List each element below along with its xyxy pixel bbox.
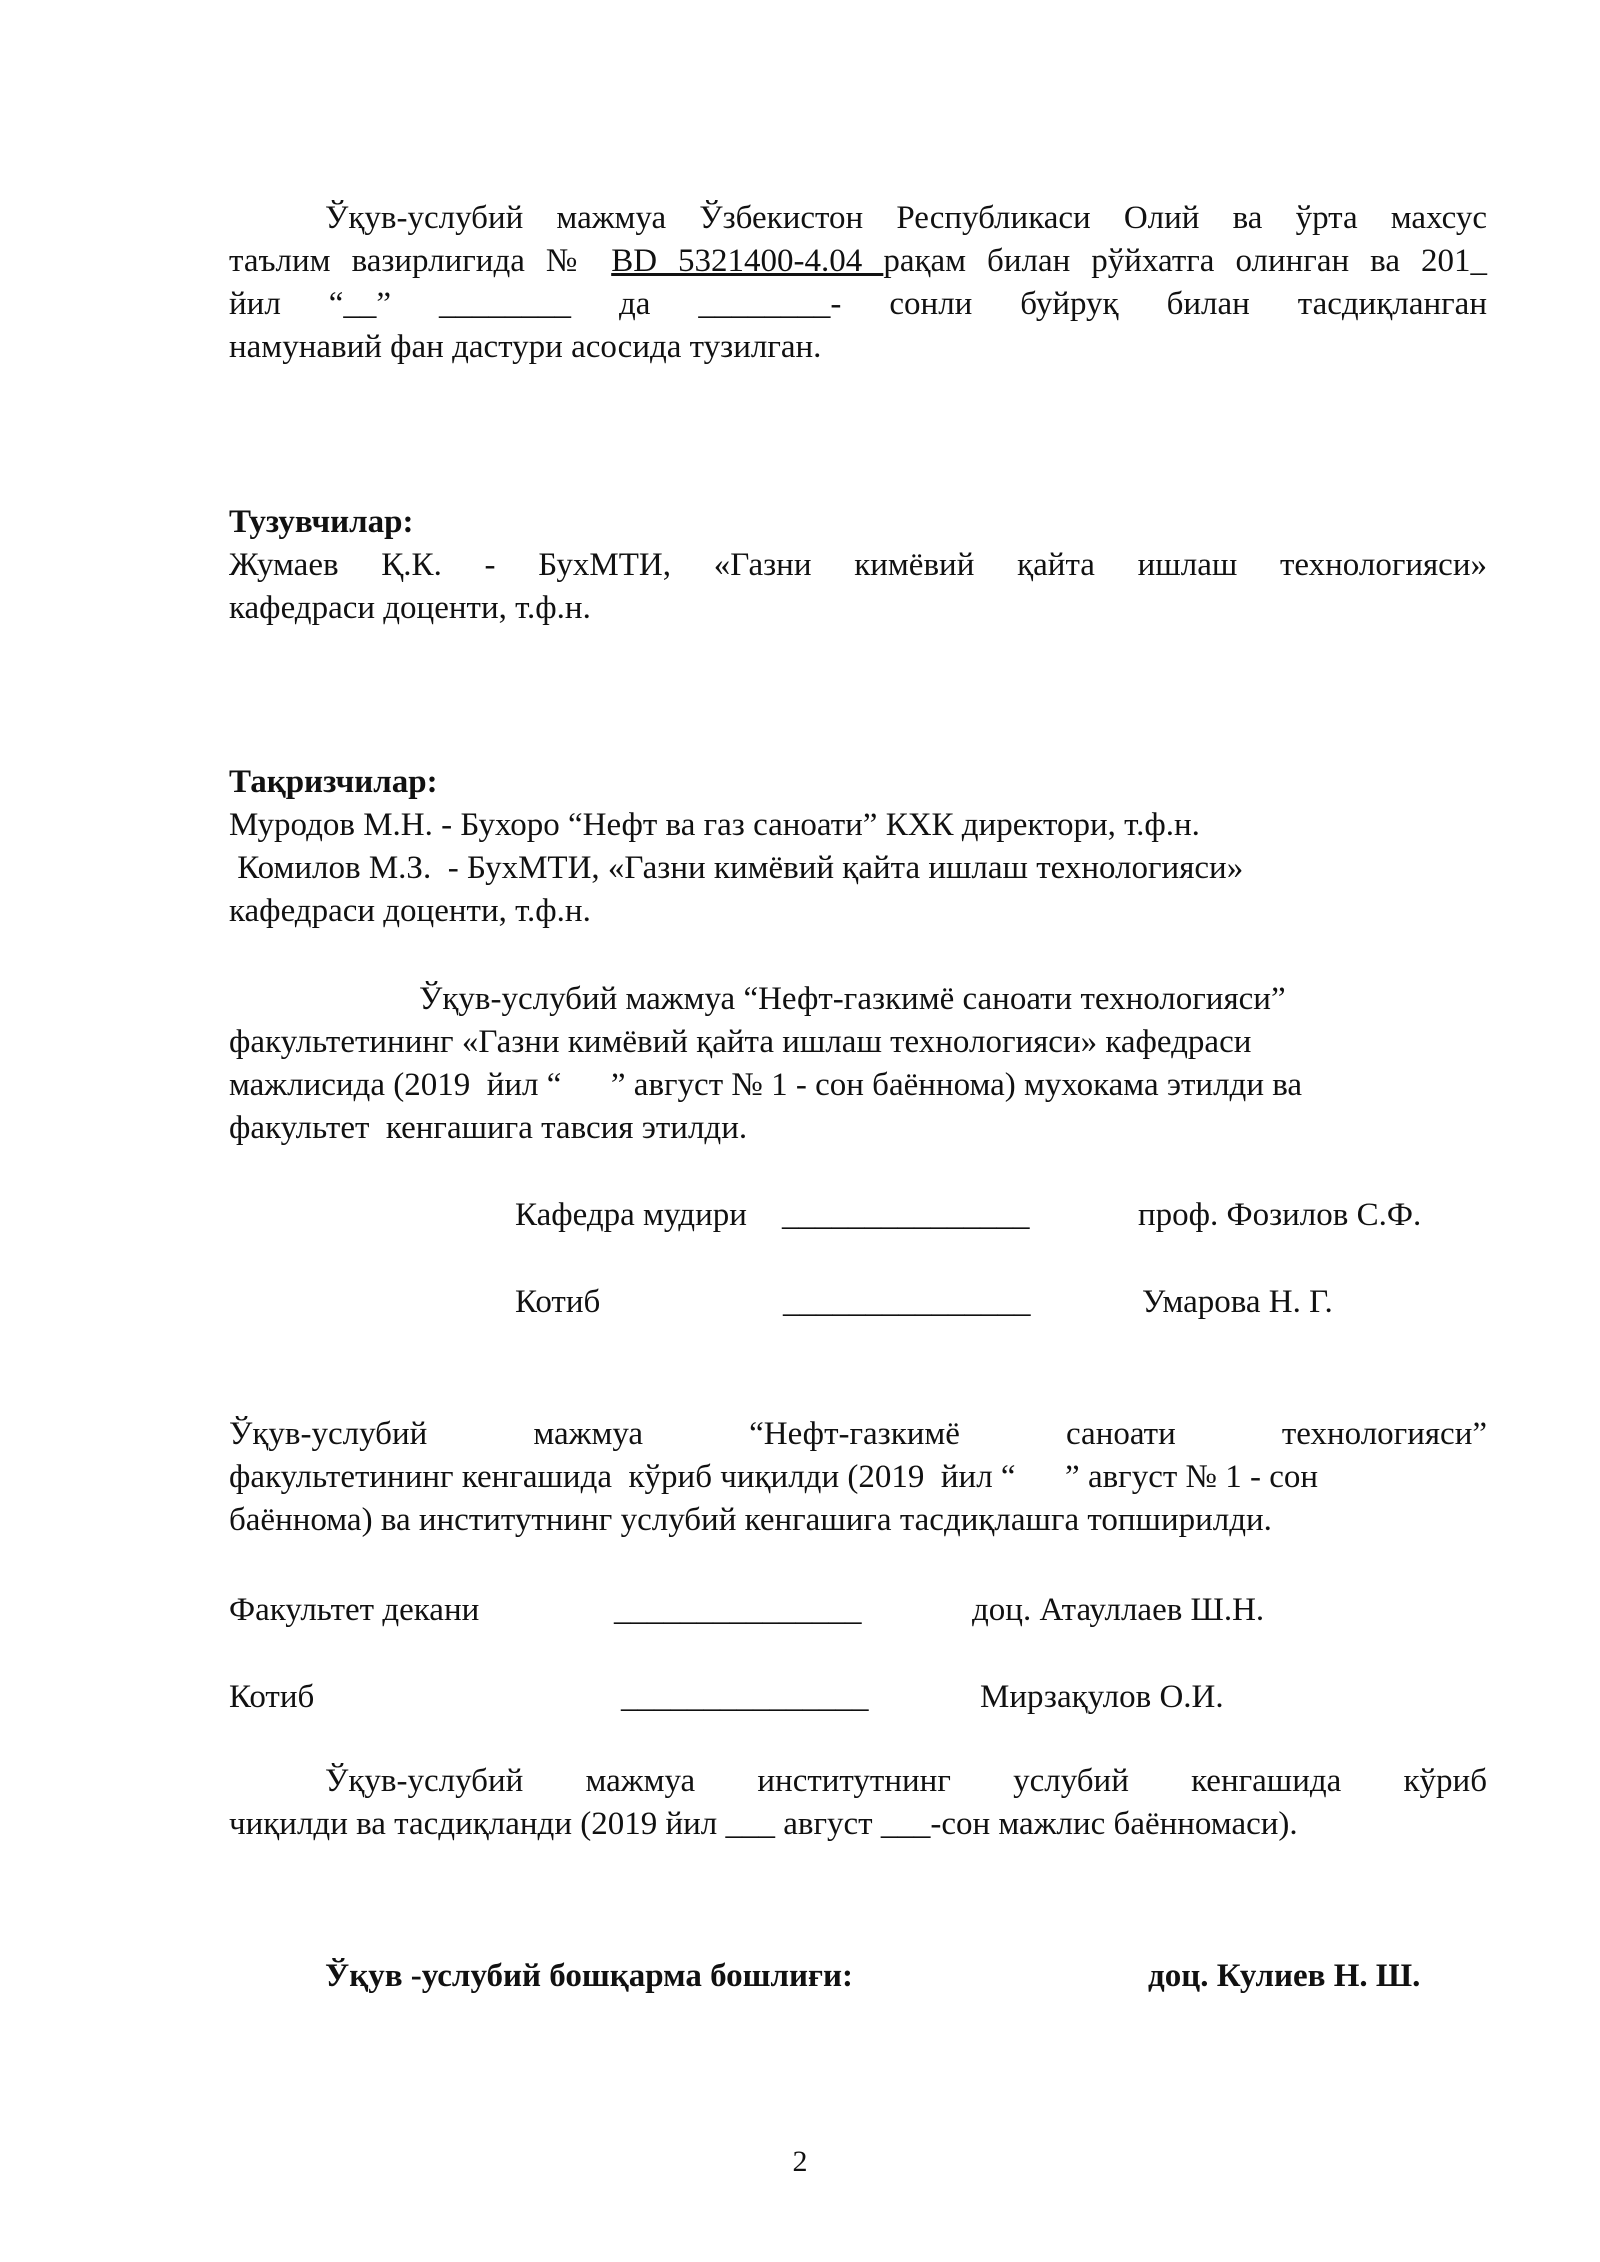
department-line-1: Ўқув-услубий мажмуа “Нефт-газкимё саноати технологияси” [419, 981, 1286, 1017]
faculty-line-1: Ўқув-услубий мажмуа “Нефт-газкимё саноати технологияси” [229, 1416, 1487, 1452]
faculty-line-2: факультетининг кенгашида кўриб чиқилди (2019 йил “ ” август № 1 - сон [229, 1459, 1319, 1495]
reviewers-line-3: кафедраси доценти, т.ф.н. [229, 893, 591, 929]
dept-secretary-name: Умарова Н. Г. [1142, 1284, 1333, 1320]
faculty-secretary-signature-line: _______________ [621, 1679, 869, 1715]
intro-line-3: йил “__” ________ да ________- сонли буйруқ билан тасдиқланган [229, 286, 1487, 322]
intro-line-4: намунавий фан дастури асосида тузилган. [229, 329, 822, 365]
methodology-head-name: доц. Кулиев Н. Ш. [1148, 1958, 1421, 1994]
authors-line-1: Жумаев Қ.К. - БухМТИ, «Газни кимёвий қайта ишлаш технологияси» [229, 547, 1487, 583]
intro-line-2-end: рақам билан рўйхатга олинган ва 201_ [883, 243, 1487, 279]
reviewers-line-2: Комилов М.З. - БухМТИ, «Газни кимёвий қайта ишлаш технологияси» [229, 850, 1244, 886]
dept-secretary-signature-line: _______________ [783, 1284, 1031, 1320]
intro-paragraph [229, 197, 1487, 369]
intro-line-2-start: таълим вазирлигида № [229, 243, 612, 279]
methodology-head-label: Ўқув -услубий бошқарма бошлиғи: [325, 1958, 854, 1994]
dean-name: доц. Атауллаев Ш.Н. [972, 1592, 1265, 1628]
department-line-3: мажлисида (2019 йил “ ” август № 1 - сон баённома) мухокама этилди ва [229, 1067, 1303, 1103]
institute-paragraph [229, 1760, 1487, 1846]
standard-code: BD 5321400-4.04 [611, 243, 884, 279]
faculty-secretary-label: Котиб [229, 1679, 315, 1715]
department-line-2: факультетининг «Газни кимёвий қайта ишлаш технологияси» кафедраси [229, 1024, 1252, 1060]
authors-heading: Тузувчилар: [229, 504, 414, 540]
institute-line-2: чиқилди ва тасдиқланди (2019 йил ___ август ___-сон мажлис баённомаси). [229, 1806, 1298, 1842]
dean-signature-line: _______________ [614, 1592, 862, 1628]
institute-line-1: Ўқув-услубий мажмуа институтнинг услубий кенгашида кўриб [325, 1763, 1487, 1799]
authors-section [229, 501, 1487, 630]
reviewers-line-1: Муродов М.Н. - Бухоро “Нефт ва газ саноати” КХК директори, т.ф.н. [229, 807, 1200, 843]
dept-head-name: проф. Фозилов С.Ф. [1138, 1197, 1422, 1233]
faculty-secretary-name: Мирзақулов О.И. [980, 1679, 1224, 1715]
intro-line-1: Ўқув-услубий мажмуа Ўзбекистон Республикаси Олий ва ўрта махсус [325, 200, 1487, 236]
intro-line-2 [229, 240, 1487, 283]
dept-secretary-label: Котиб [515, 1284, 601, 1320]
dept-head-signature-line: _______________ [782, 1197, 1030, 1233]
department-line-4: факультет кенгашига тавсия этилди. [229, 1110, 748, 1146]
dept-head-label: Кафедра мудири [515, 1197, 747, 1233]
reviewers-section [229, 761, 1487, 933]
dean-label: Факультет декани [229, 1592, 480, 1628]
authors-line-2: кафедраси доценти, т.ф.н. [229, 590, 591, 626]
faculty-line-3: баённома) ва институтнинг услубий кенгашига тасдиқлашга топширилди. [229, 1502, 1272, 1538]
page-number: 2 [792, 2145, 808, 2178]
reviewers-heading: Тақризчилар: [229, 764, 438, 800]
department-paragraph [229, 978, 1487, 1150]
faculty-paragraph [229, 1413, 1487, 1542]
